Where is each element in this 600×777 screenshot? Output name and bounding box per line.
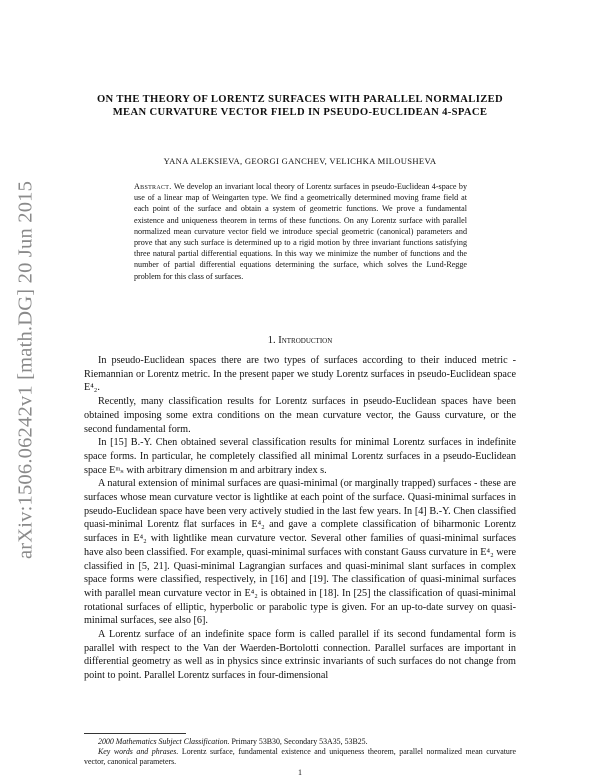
paper-title: ON THE THEORY OF LORENTZ SURFACES WITH PARALLEL NORMALIZED MEAN CURVATURE VECTOR FIELD IN PSEUDO-EUCLIDEAN 4-SPACE bbox=[96, 94, 504, 119]
arxiv-stamp bbox=[6, 160, 46, 580]
paragraph: A Lorentz surface of an indefinite space form is called parallel if its second fundamental form is parallel with respect to the Van der Waerden-Bortolotti connection. Parallel surfaces are important in differential geometry as well as in physics since extrinsic invariants of such surfaces do not change from point to point. Parallel Lorentz surfaces in four-dimensional bbox=[84, 629, 516, 682]
paragraph: Recently, many classification results for Lorentz surfaces in pseudo-Euclidean spaces have been obtained imposing some extra conditions on the mean curvature vector, the Gauss curvature, or the second fundamental form. bbox=[84, 396, 516, 435]
arxiv-stamp-text: arXiv:1506.06242v1 [math.DG] 20 Jun 2015 bbox=[14, 180, 37, 560]
section-number: 1. bbox=[267, 335, 276, 346]
section-heading bbox=[80, 335, 520, 346]
footnote-keywords-text: Lorentz surface, fundamental existence and uniqueness theorem, parallel normalized mean curvature vector, canonical parameters. bbox=[84, 747, 516, 767]
paragraph: A natural extension of minimal surfaces are quasi-minimal (or marginally trapped) surfaces - these are surfaces whose mean curvature vector is lightlike at each point of the surface. Quasi-minimal surfaces in pseudo-Euclidean space have been very actively studied in the last few years. In [4] B.-Y. Chen classified quasi-minimal Lorentz flat surfaces in E⁴₂ and gave a complete classification of biharmonic Lorentz surfaces in E⁴₂ with lightlike mean curvature vector. Several other families of quasi-minimal surfaces have also been classified. For example, quasi-minimal surfaces with constant Gauss curvature in E⁴₂ were classified in [5, 21]. Quasi-minimal Lagrangian surfaces and quasi-minimal slant surfaces in complex space forms were classified, respectively, in [16] and [19]. The classification of quasi-minimal surfaces with parallel mean curvature vector in E⁴₂ is obtained in [18]. In [25] the classification of quasi-minimal rotational surfaces of elliptic, hyperbolic or parabolic type is given. For an up-to-date survey on quasi-minimal surfaces, see also [6]. bbox=[84, 478, 516, 627]
page-number: 1 bbox=[298, 768, 302, 777]
paragraph: In pseudo-Euclidean spaces there are two types of surfaces according to their induced metric - Riemannian or Lorentz metric. In the present paper we study Lorentz surfaces in pseudo-Euclidean space E⁴₂. bbox=[84, 355, 516, 394]
abstract-text: We develop an invariant local theory of Lorentz surfaces in pseudo-Euclidean 4-space by use of a linear map of Weingarten type. We find a geometrically determined moving frame field at each point of the surface and obtain a system of geometric functions. We prove a fundamental existence and uniqueness theorem in terms of these functions. On any Lorentz surface with parallel normalized mean curvature vector field we introduce special geometric (canonical) parameters and prove that any such surface is determined up to a rigid motion by three invariant functions satisfying three natural partial differential equations. In this way we minimize the number of functions and the number of partial differential equations determining the surface, which solves the Lund-Regge problem for this class of surfaces. bbox=[134, 182, 467, 281]
paper-authors: YANA ALEKSIEVA, GEORGI GANCHEV, VELICHKA MILOUSHEVA bbox=[163, 156, 437, 166]
footnote-keywords-label: Key words and phrases. bbox=[98, 747, 179, 757]
paragraph: In [15] B.-Y. Chen obtained several classification results for minimal Lorentz surfaces in indefinite space forms. In particular, he completely classified all minimal Lorentz surfaces in a pseudo-Euclidean space Eᵐₛ with arbitrary dimension m and arbitrary index s. bbox=[84, 437, 516, 476]
footnote-rule bbox=[84, 733, 186, 734]
footnote-msc-text: Primary 53B30, Secondary 53A35, 53B25. bbox=[231, 737, 368, 746]
footnote-msc bbox=[84, 737, 516, 747]
footnotes bbox=[84, 737, 516, 768]
body-text bbox=[84, 354, 516, 683]
abstract-label: Abstract. bbox=[134, 182, 172, 191]
section-title: Introduction bbox=[278, 335, 333, 346]
footnote-keywords bbox=[84, 747, 516, 767]
footnote-msc-label: 2000 Mathematics Subject Classification. bbox=[98, 737, 230, 746]
abstract bbox=[134, 181, 467, 282]
